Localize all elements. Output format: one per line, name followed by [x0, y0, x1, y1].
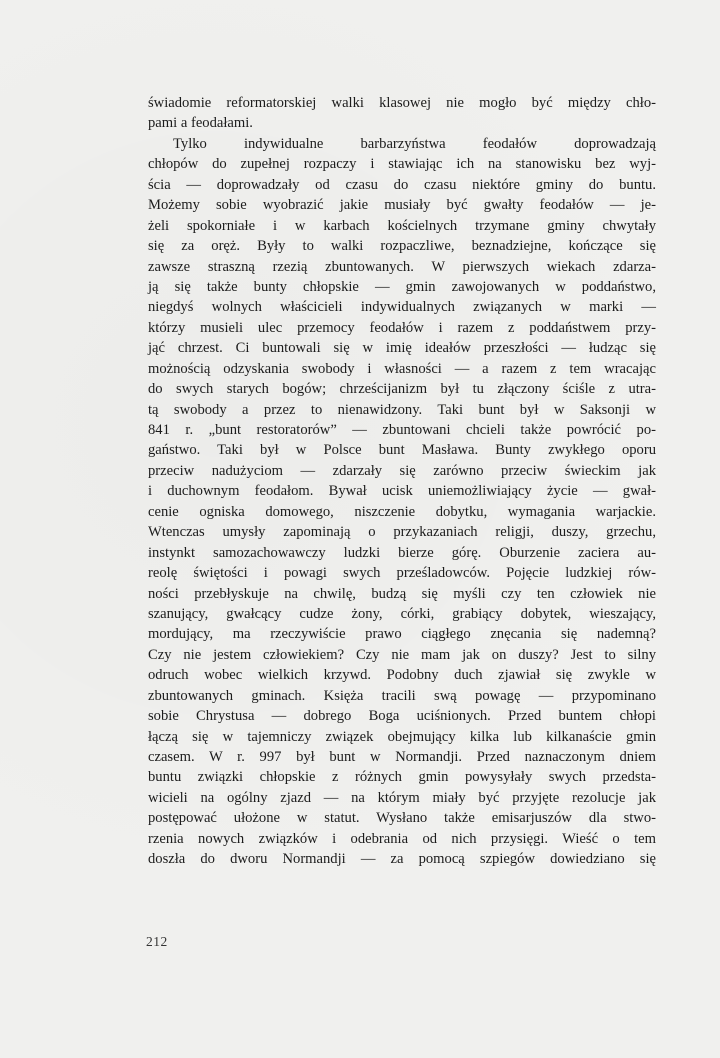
text-line: przeciw nadużyciom — zdarzały się zarówno przeciw świeckim jak	[148, 462, 656, 479]
text-line: i duchownym feodałom. Bywał ucisk uniemożliwiający życie — gwał-	[148, 483, 656, 500]
text-line: wicieli na ogólny zjazd — na którym miały być przyjęte rezolucje jak	[148, 789, 656, 806]
text-line: postępować ułożone w statut. Wysłano także emisarjuszów dla stwo-	[148, 810, 656, 827]
text-line: tą swobody a przez to nienawidzony. Taki bunt był w Saksonji w	[148, 401, 656, 418]
text-line: buntu związki chłopskie z różnych gmin powysyłały swych przedsta-	[148, 769, 656, 786]
text-line: którzy musieli ulec przemocy feodałów i razem z poddaństwem przy-	[148, 319, 656, 336]
text-line: zawsze straszną rzezią zbuntowanych. W pierwszych wiekach zdarza-	[148, 258, 656, 275]
text-line: niegdyś wolnych właścicieli indywidualnych związanych w marki —	[148, 299, 656, 316]
text-line: instynkt samozachowawczy ludzki bierze górę. Oburzenie zaciera au-	[148, 544, 656, 561]
text-line: ją się także bunty chłopskie — gmin zawojowanych w poddaństwo,	[148, 278, 656, 295]
text-line: ności przebłyskuje na chwilę, budzą się myśli czy ten człowiek nie	[148, 585, 656, 602]
text-line: Czy nie jestem człowiekiem? Czy nie mam jak on duszy? Jest to silny	[148, 646, 656, 663]
text-line: pami a feodałami.	[148, 115, 253, 132]
text-line: świadomie reformatorskiej walki klasowej nie mogło być między chło-	[148, 95, 656, 111]
text-line: jąć chrzest. Ci buntowali się w imię ideałów przeszłości — łudząc się	[148, 340, 656, 357]
text-line: Tylko indywidualne barbarzyństwa feodałów doprowadzają	[173, 135, 656, 152]
text-line: mordujący, ma rzeczywiście prawo ciągłego znęcania się nademną?	[148, 626, 656, 643]
text-line: Możemy sobie wyobrazić jakie musiały być gwałty feodałów — je-	[148, 197, 656, 214]
text-line: 841 r. „bunt restoratorów” — zbuntowani chcieli także powrócić po-	[148, 422, 656, 438]
text-line: czasem. W r. 997 był bunt w Normandji. Przed naznaczonym dniem	[148, 749, 656, 765]
text-line: do swych starych bogów; chrześcijanizm był tu złączony ściśle z utra-	[148, 381, 656, 398]
text-line: zbuntowanych gminach. Księża tracili swą powagę — przypominano	[148, 687, 656, 704]
text-line: gaństwo. Taki był w Polsce bunt Masława. Bunty zwykłego oporu	[148, 442, 656, 459]
text-line: doszła do dworu Normandji — za pomocą szpiegów dowiedziano się	[148, 851, 656, 868]
text-line: sobie Chrystusa — dobrego Boga uciśnionych. Przed buntem chłopi	[148, 708, 656, 725]
text-line: reolę świętości i powagi swych prześladowców. Pojęcie ludzkiej rów-	[148, 565, 656, 582]
body-text	[148, 93, 656, 870]
text-line: szanujący, gwałcący cudze żony, córki, grabiący dobytek, wieszający,	[148, 605, 656, 622]
text-line: chłopów do zupełnej rozpaczy i stawiając ich na stanowisku bez wyj-	[148, 156, 656, 173]
text-line: odruch wobec wielkich krzywd. Podobny duch zjawiał się zwykle w	[148, 667, 656, 684]
text-line: możnością odzyskania swobody i własności — a razem z tem wracając	[148, 360, 656, 377]
page-number: 212	[146, 934, 168, 949]
text-line: łączą się w tajemniczy związek obejmujący kilka lub kilkanaście gmin	[148, 728, 656, 745]
text-line: żeli spokorniałe i w karbach kościelnych trzymane gminy chwytały	[148, 217, 656, 234]
text-line: się za oręż. Były to walki rozpaczliwe, beznadziejne, kończące się	[148, 238, 656, 255]
text-line: Wtenczas umysły zapominają o przykazaniach religji, duszy, grzechu,	[148, 524, 656, 541]
text-line: cenie ogniska domowego, niszczenie dobytku, wymagania warjackie.	[148, 503, 656, 520]
text-line: rzenia nowych związków i odebrania od nich przysięgi. Wieść o tem	[148, 830, 656, 847]
text-line: ścia — doprowadzały od czasu do czasu niektóre gminy do buntu.	[148, 176, 656, 193]
